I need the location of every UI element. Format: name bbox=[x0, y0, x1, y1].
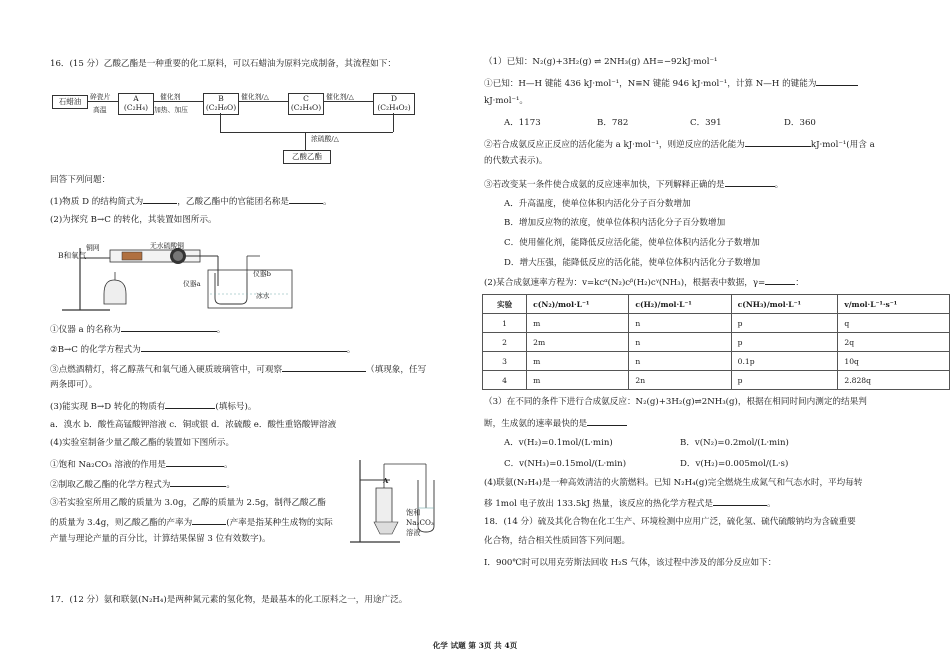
apparatus-esterification bbox=[330, 450, 450, 550]
q17-opt-a: A．1173 bbox=[504, 118, 541, 128]
rate-table bbox=[482, 294, 950, 390]
label-app-a: 仪器a bbox=[183, 280, 201, 288]
q16-p2-2: ②B→C 的化学方程式为 。 bbox=[50, 342, 355, 356]
label-ice: 冰水 bbox=[256, 292, 270, 300]
q17-p1-1: ①已知：H—H 键能 436 kJ·mol⁻¹，N≡N 键能 946 kJ·mol⁻¹，计算 N—H 的键能为 bbox=[484, 76, 858, 90]
q16-p2-3: ③点燃酒精灯，将乙醇蒸气和氧气通入硬质玻璃管中，可观察 （填现象，任写 bbox=[50, 362, 426, 376]
page-footer: 化学 试题 第 3页 共 4页 bbox=[432, 641, 518, 650]
q17-p1-3-opt-c: C．使用催化剂，能降低反应活化能，使单位体积内活化分子数增加 bbox=[504, 238, 760, 248]
flow-arrow4-top: 催化剂/△ bbox=[326, 93, 354, 101]
flow-start: 石蜡油 bbox=[52, 95, 88, 109]
flow-arrow3-top: 催化剂/△ bbox=[241, 93, 269, 101]
label-b-o2: B和氧气 bbox=[58, 251, 87, 260]
q17-p1-3: ③若改变某一条件使合成氨的反应速率加快，下列解释正确的是 。 bbox=[484, 177, 783, 191]
label-cu: 铜网 bbox=[86, 244, 100, 252]
table-row: 4 m 2n p 2.828q bbox=[483, 371, 950, 390]
rate-header: v/mol·L⁻¹·s⁻¹ bbox=[838, 295, 950, 314]
q16-p2: (2)为探究 B→C 的转化，其装置如图所示。 bbox=[50, 215, 217, 225]
label-na2co3: Na₂CO₃ bbox=[406, 518, 434, 527]
flow-arrow2-bottom: 加热、加压 bbox=[154, 106, 188, 114]
rate-header: 实验 bbox=[483, 295, 527, 314]
q17-p2: (2)某合成氨速率方程为：v=kcᵅ(N₂)cᵝ(H₂)cᵞ(NH₃)，根据表中数据，γ= ： bbox=[484, 275, 804, 289]
flow-product: 乙酸乙酯 bbox=[283, 150, 331, 164]
q17-opt-d: D．360 bbox=[784, 118, 816, 128]
q16-p4: (4)实验室制备少量乙酸乙酯的装置如下图所示。 bbox=[50, 438, 235, 448]
label-cuso4: 无水硫酸铜 bbox=[150, 242, 184, 250]
q18-intro-a: 18．(14 分）硫及其化合物在化工生产、环境检测中应用广泛，硫化氢、硫代硫酸钠均为含硫重要 bbox=[484, 517, 856, 527]
flow-box-d: D (C₂H₄O₂) bbox=[373, 93, 415, 115]
flow-arrow5-label: 浓硫酸/△ bbox=[311, 135, 339, 143]
rate-header: c(N₂)/mol·L⁻¹ bbox=[527, 295, 629, 314]
flow-arrow2-top: 催化剂 bbox=[160, 93, 181, 101]
q17-p1: （1）已知：N₂(g)+3H₂(g) ⇌ 2NH₃(g) ΔH=−92kJ·mol⁻¹ bbox=[484, 57, 718, 67]
q17-p3-opt-d: D．v(H₂)=0.005mol/(L·s) bbox=[680, 459, 789, 469]
q17-p3-opt-c: C．v(NH₃)=0.15mol/(L·min) bbox=[504, 459, 627, 469]
q17-p1-3-opt-b: B．增加反应物的浓度，使单位体积内活化分子百分数增加 bbox=[504, 218, 726, 228]
q16-intro: 16．(15 分）乙酸乙酯是一种重要的化工原料，可以石蜡油为原料完成制备，其流程如下： bbox=[50, 59, 396, 69]
q17-p3a: （3）在不同的条件下进行合成氨反应：N₂(g)+3H₂(g)⇌2NH₃(g)，根据在相同时间内测定的结果判 bbox=[484, 397, 867, 407]
q17-p1-1b: kJ·mol⁻¹。 bbox=[484, 96, 529, 106]
q16-p3-opts: a．溴水 b．酸性高锰酸钾溶液 c．铜或银 d．浓硫酸 e．酸性重铬酸钾溶液 bbox=[50, 420, 337, 430]
q16-answer: 回答下列问题： bbox=[50, 175, 111, 185]
label-sol: 溶液 bbox=[406, 528, 421, 537]
flow-box-c: C (C₂H₄O) bbox=[288, 93, 324, 115]
q17-opt-b: B．782 bbox=[597, 118, 629, 128]
q17-p1-2c: 的代数式表示)。 bbox=[484, 156, 548, 166]
q17-p4a: (4)联氨(N₂H₄)是一种高效清洁的火箭燃料。已知 N₂H₄(g)完全燃烧生成氮气和气态水时，平均每转 bbox=[484, 478, 863, 488]
flow-arrow1-bottom: 高温 bbox=[93, 106, 107, 114]
q17-p3-opt-b: B．v(N₂)=0.2mol/(L·min) bbox=[680, 438, 789, 448]
q17-p1-3-opt-d: D．增大压强，能降低反应的活化能，使单位体积内活化分子数增加 bbox=[504, 258, 761, 268]
q18-p1: Ⅰ．900℃时可以用克劳斯法回收 H₂S 气体，该过程中涉及的部分反应如下： bbox=[484, 558, 777, 568]
q18-intro-b: 化合物，结合相关性质回答下列问题。 bbox=[484, 536, 631, 546]
q16-p4-2: ②制取乙酸乙酯的化学方程式为 。 bbox=[50, 477, 235, 491]
table-row: 3 m n 0.1p 10q bbox=[483, 352, 950, 371]
label-sat: 饱和 bbox=[406, 508, 421, 517]
q16-p3: (3)能实现 B→D 转化的物质有 (填标号)。 bbox=[50, 399, 256, 413]
rate-header: c(NH₃)/mol·L⁻¹ bbox=[731, 295, 838, 314]
q16-p2-1: ①仪器 a 的名称为 。 bbox=[50, 322, 225, 336]
q17-p1-3-opt-a: A．升高温度，使单位体积内活化分子百分数增加 bbox=[504, 199, 691, 209]
q17-p1-2: ②若合成氨反应正反应的活化能为 a kJ·mol⁻¹，则逆反应的活化能为 kJ·mol⁻¹(用含 a bbox=[484, 137, 875, 151]
q16-p4-1: ①饱和 Na₂CO₃ 溶液的作用是 。 bbox=[50, 457, 233, 471]
table-row: 2 2m n p 2q bbox=[483, 333, 950, 352]
q16-p1: (1)物质 D 的结构简式为 ，乙酸乙酯中的官能团名称是 。 bbox=[50, 194, 332, 208]
label-app-b: 仪器b bbox=[253, 270, 271, 278]
flow-box-b: B (C₂H₆O) bbox=[203, 93, 239, 115]
q17-intro: 17．(12 分）氨和联氨(N₂H₄)是两种氮元素的氢化物，是最基本的化工原料之一，用途广泛。 bbox=[50, 595, 408, 605]
q16-p2-3c: 两条即可）。 bbox=[50, 380, 98, 390]
rate-header: c(H₂)/mol·L⁻¹ bbox=[629, 295, 731, 314]
q17-p3b: 断，生成氨的速率最快的是 bbox=[484, 416, 627, 430]
label-app2-a: A bbox=[383, 477, 389, 485]
q16-p4-3d: 产量与理论产量的百分比，计算结果保留 3 位有效数字)。 bbox=[50, 534, 271, 544]
table-row: 1 m n p q bbox=[483, 314, 950, 333]
q16-p4-3b: 的质量为 3.4g，则乙酸乙酯的产率为 (产率是指某种生成物的实际 bbox=[50, 515, 333, 529]
flow-box-a: A (C₂H₄) bbox=[118, 93, 154, 115]
q17-p4b: 移 1mol 电子放出 133.5kJ 热量，该反应的热化学方程式是 。 bbox=[484, 496, 776, 510]
q17-opt-c: C．391 bbox=[690, 118, 722, 128]
q17-p3-opt-a: A．v(H₂)=0.1mol/(L·min) bbox=[504, 438, 613, 448]
flow-arrow1-top: 碎瓷片 bbox=[90, 93, 111, 101]
q16-p4-3a: ③若实验室所用乙酸的质量为 3.0g，乙醇的质量为 2.5g，制得乙酸乙酯 bbox=[50, 498, 326, 508]
